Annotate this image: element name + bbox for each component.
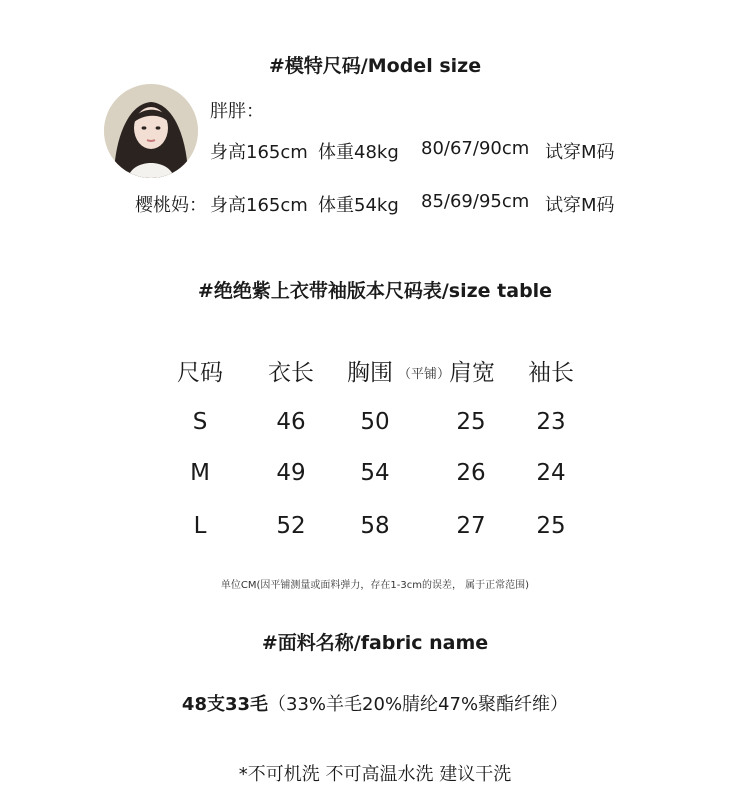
column-header-shoulder: 肩宽 (449, 360, 495, 386)
table-cell-length: 49 (276, 460, 306, 486)
model-2-height: 身高165cm (210, 195, 308, 216)
column-header-size: 尺码 (177, 360, 223, 386)
model-2-fit: 试穿M码 (545, 195, 615, 216)
model-1-measurements: 80/67/90cm (421, 138, 530, 159)
model-2-measurements: 85/69/95cm (421, 191, 530, 212)
column-header-sleeve: 袖长 (528, 360, 574, 386)
table-cell-sleeve: 25 (536, 513, 566, 539)
size-table-heading: #绝绝紫上衣带袖版本尺码表/size table (197, 280, 553, 302)
table-cell-size: L (193, 513, 207, 539)
table-cell-shoulder: 25 (456, 409, 486, 435)
model-2-name: 樱桃妈： (135, 195, 207, 216)
column-header-length: 衣长 (268, 360, 314, 386)
model-1-weight: 体重48kg (318, 142, 399, 163)
model-1-height: 身高165cm (210, 142, 308, 163)
fabric-name: 48支33毛 (181, 694, 269, 715)
column-header-flat-note: （平铺） (398, 367, 451, 382)
measurement-note: 单位CM(因平铺测量或面料弹力，存在1-3cm的误差， 属于正常范围) (220, 580, 530, 591)
table-cell-shoulder: 26 (456, 460, 486, 486)
table-cell-chest: 50 (360, 409, 390, 435)
table-cell-size: S (192, 409, 208, 435)
fabric-heading: #面料名称/fabric name (261, 632, 489, 654)
fabric-detail: （33%羊毛20%腈纶47%聚酯纤维） (268, 694, 569, 715)
table-cell-sleeve: 23 (536, 409, 566, 435)
table-cell-chest: 58 (360, 513, 390, 539)
table-cell-sleeve: 24 (536, 460, 566, 486)
model-1-fit: 试穿M码 (545, 142, 615, 163)
column-header-chest: 胸围 (347, 360, 393, 386)
table-cell-size: M (190, 460, 210, 486)
table-cell-length: 52 (276, 513, 306, 539)
model-size-heading: #模特尺码/Model size (268, 55, 482, 77)
fabric-composition (0, 690, 750, 716)
table-cell-chest: 54 (360, 460, 390, 486)
model-avatar (104, 84, 198, 178)
table-cell-shoulder: 27 (456, 513, 486, 539)
model-1-name: 胖胖： (210, 101, 264, 122)
model-2-weight: 体重54kg (318, 195, 399, 216)
table-cell-length: 46 (276, 409, 306, 435)
portrait-image (104, 84, 198, 178)
care-instructions: *不可机洗 不可高温水洗 建议干洗 (238, 764, 512, 785)
